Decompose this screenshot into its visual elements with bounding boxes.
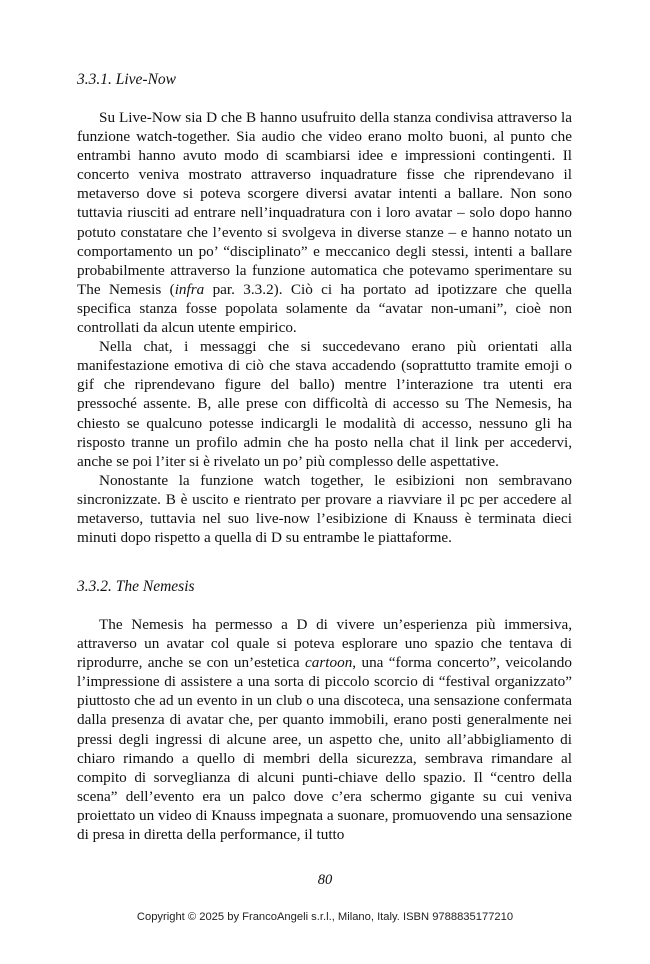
page-number: 80: [317, 872, 333, 888]
section-heading-live-now: 3.3.1. Live-Now: [77, 71, 177, 88]
paragraph: The Nemesis ha permesso a D di vivere un’esperienza più immersiva, attraverso un avatar col quale si poteva esplorare uno spazio che tentava di riprodurre, anche se con un’estetica cartoon, una “forma concerto”, veicolando l’impressione di assistere a una sorta di piccolo scorcio di “festival organizzato” piuttosto che ad un evento in un club o una discoteca, una sensazione confermata dalla presenza di avatar che, per quanto immobili, erano posti generalmente nei pressi degli ingressi di alcune aree, un aspetto che, unito all’abbigliamento di chiaro rimando a quello di membri della sicurezza, sembrava rimandare al compito di sorveglianza di alcuni punti-chiave dello spazio. Il “centro della scena” dell’evento era un palco dove c’era schermo gigante su cui veniva proiettato un video di Knauss impegnata a suonare, promuovendo una sensazione di presa in diretta della performance, il tutto: [77, 616, 572, 844]
copyright-notice: Copyright © 2025 by FrancoAngeli s.r.l., Milano, Italy. ISBN 9788835177210: [136, 911, 514, 923]
section-heading-the-nemesis: 3.3.2. The Nemesis: [77, 578, 195, 595]
paragraph: Nonostante la funzione watch together, le esibizioni non sembravano sincronizzate. B è uscito e rientrato per provare a riavviare il pc per accedere al metaverso, tuttavia nel suo live-now l’esibizione di Knauss è terminata dieci minuti dopo rispetto a quella di D su entrambe le piattaforme.: [77, 471, 572, 547]
section-body-the-nemesis: [77, 615, 572, 844]
section-body-live-now: [77, 108, 572, 547]
paragraph: Nella chat, i messaggi che si succedevano erano più orientati alla manifestazione emotiva di ciò che stava accadendo (soprattutto tramite emoji o gif che riprendevano figure del ballo) mentre l’interazione tra utenti era pressoché assente. B, alle prese con difficoltà di accesso su The Nemesis, ha chiesto se qualcuno potesse indicargli le modalità di accesso, nessuno gli ha risposto tranne un profilo admin che ha posto nella chat il link per accedervi, anche se poi l’iter si è rivelato un po’ più complesso delle aspettative.: [77, 338, 572, 470]
paragraph: Su Live-Now sia D che B hanno usufruito della stanza condivisa attraverso la funzione watch-together. Sia audio che video erano molto buoni, al punto che entrambi hanno avuto modo di scambiarsi idee e impressioni contingenti. Il concerto veniva mostrato attraverso inquadrature fisse che riprendevano il metaverso dove si poteva scorgere diversi avatar intenti a ballare. Non sono tuttavia riusciti ad entrare nell’inquadratura con i loro avatar – solo dopo hanno potuto constatare che l’evento si svolgeva in diverse stanze – e hanno notato un comportamento un po’ “disciplinato” e meccanico degli stessi, intenti a ballare probabilmente attraverso la funzione automatica che potevamo sperimentare su The Nemesis (infra par. 3.3.2). Ciò ci ha portato ad ipotizzare che quella specifica stanza fosse popolata solamente da “avatar non-umani”, cioè non controllati da alcun utente empirico.: [77, 109, 572, 337]
